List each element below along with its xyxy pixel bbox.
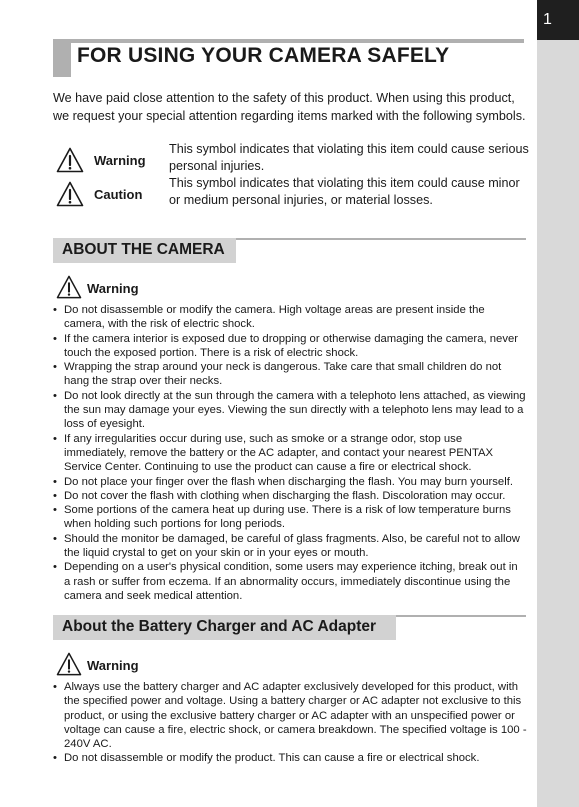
list-item: • Do not look directly at the sun through the camera with a telephoto lens attached, as viewing the sun may damage your eyes. Viewing the sun directly with a telephoto lens may lead to a loss of eyesight.: [53, 389, 527, 432]
symbol-label-warning: Warning: [94, 153, 146, 168]
symbol-label-caution: Caution: [94, 187, 143, 202]
page-number-tab: [537, 0, 579, 40]
symbol-row-caution: [53, 176, 533, 217]
side-strip: [537, 0, 579, 807]
list-item: • Wrapping the strap around your neck is dangerous. Take care that small children do not hang the strap over their necks.: [53, 360, 527, 389]
warning-triangle-icon: [56, 147, 84, 173]
list-item: • Do not disassemble or modify the product. This can cause a fire or electrical shock.: [53, 751, 527, 765]
charger-warning-list: [53, 680, 527, 766]
warning-label: Warning: [87, 658, 139, 673]
list-item: • If the camera interior is exposed due to dropping or otherwise damaging the camera, never touch the exposed portion. There is a risk of electric shock.: [53, 332, 527, 361]
section-title: ABOUT THE CAMERA: [62, 241, 225, 258]
title-bar: [53, 39, 71, 77]
warning-heading: [53, 275, 253, 299]
warning-label: Warning: [87, 281, 139, 296]
section-header-charger: [53, 615, 396, 640]
list-item: • Do not cover the flash with clothing when discharging the flash. Discoloration may occur.: [53, 489, 527, 503]
list-item: • Always use the battery charger and AC adapter exclusively developed for this product, with the specified power and voltage. Using a battery charger or AC adapter not exclusive to this product, or using the exclusive battery charger or AC adapter with an unspecified power or voltage can cause a fire, electric shock, or camera breakdown. The specified voltage is 100 - 240V AC.: [53, 680, 527, 751]
warning-heading: [53, 652, 253, 676]
list-item: • Do not disassemble or modify the camera. High voltage areas are present inside the camera, with the risk of electric shock.: [53, 303, 527, 332]
list-item: • Should the monitor be damaged, be careful of glass fragments. Also, be careful not to allow the liquid crystal to get on your skin or in your eyes or mouth.: [53, 532, 527, 561]
section-title: About the Battery Charger and AC Adapter: [62, 618, 377, 635]
page-number: 1: [543, 11, 552, 28]
camera-warning-list: [53, 303, 527, 603]
intro-paragraph: We have paid close attention to the safety of this product. When using this product, we request your special attention regarding items marked with the following symbols.: [53, 91, 526, 123]
list-item: • Do not place your finger over the flash when discharging the flash. You may burn yourself.: [53, 475, 527, 489]
section-header-camera: [53, 238, 236, 263]
caution-triangle-icon: [56, 181, 84, 207]
list-item: • If any irregularities occur during use, such as smoke or a strange odor, stop use immediately, remove the battery or the AC adapter, and contact your nearest PENTAX Service Center. Continuing to use the product can cause a fire or electrical shock.: [53, 432, 527, 475]
warning-triangle-icon: [56, 275, 82, 299]
symbol-desc-warning: This symbol indicates that violating this item could cause serious personal injuries.: [169, 142, 529, 173]
title-rule: [53, 39, 524, 43]
page-title: FOR USING YOUR CAMERA SAFELY: [77, 44, 450, 67]
list-item: • Depending on a user's physical condition, some users may experience itching, break out in a rash or suffer from eczema. If an abnormality occurs, immediately discontinue using the camera and seek medical attention.: [53, 560, 527, 603]
warning-triangle-icon: [56, 652, 82, 676]
symbol-desc-caution: This symbol indicates that violating this item could cause minor or medium personal injuries, or material losses.: [169, 176, 520, 207]
list-item: • Some portions of the camera heat up during use. There is a risk of low temperature burns when holding such portions for long periods.: [53, 503, 527, 532]
